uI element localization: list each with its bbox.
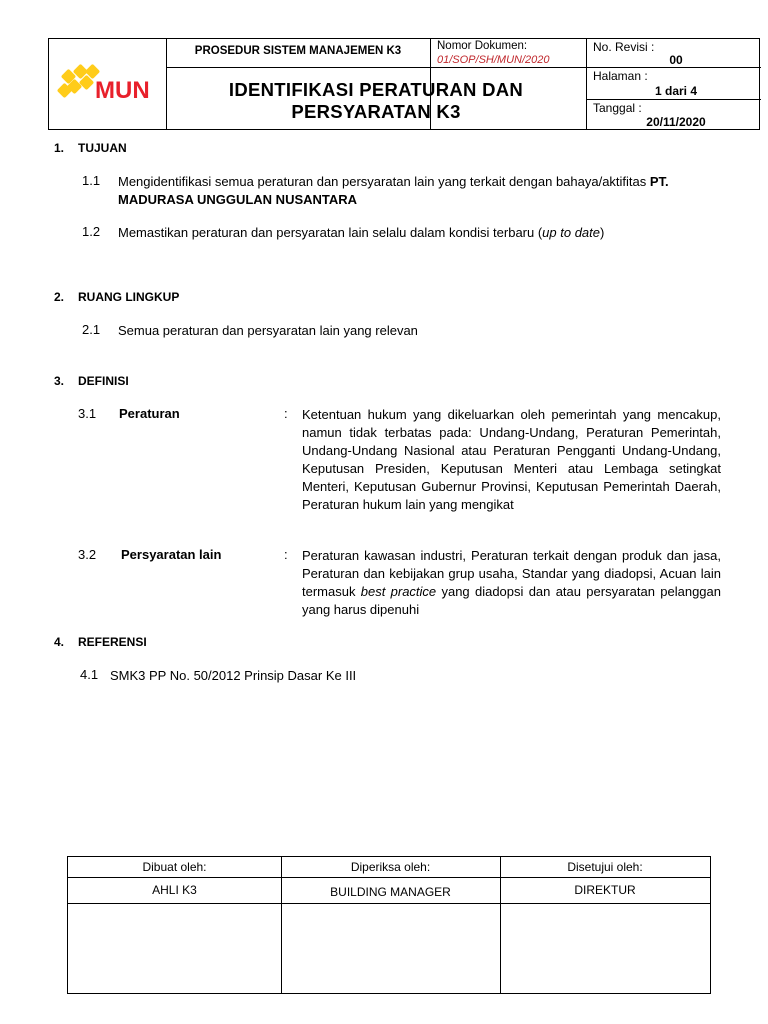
document-header [48, 38, 760, 130]
divider [68, 877, 710, 878]
date-label: Tanggal : [593, 101, 642, 115]
procedure-label: PROSEDUR SISTEM MANAJEMEN K3 [194, 45, 402, 57]
section-number: 1. [54, 141, 65, 155]
definition-text-a: Peraturan kawasan industri, Peraturan terkait dengan produk dan jasa, Peraturan dan kebijakan grup usaha, Standar yang diadopsi, Acuan lain termasuk [302, 548, 721, 599]
list-item: Semua peraturan dan persyaratan lain yang relevan [118, 323, 418, 338]
approval-header-checked-by: Diperiksa oleh: [350, 860, 431, 874]
approval-header-made-by: Dibuat oleh: [142, 860, 207, 874]
section-number: 2. [54, 290, 65, 304]
section-number: 4. [54, 635, 65, 649]
page-label: Halaman : [593, 69, 648, 83]
section-heading-referensi: REFERENSI [78, 635, 147, 649]
approval-role-ahli-k3: AHLI K3 [152, 883, 197, 897]
document-title [167, 79, 585, 123]
section-heading-tujuan: TUJUAN [78, 141, 127, 155]
logo-text: MUN [95, 77, 150, 104]
company-logo [57, 61, 161, 109]
item-text: Mengidentifikasi semua peraturan dan persyaratan lain yang terkait dengan bahaya/aktifitas [118, 174, 650, 189]
item-italic: up to date [542, 225, 600, 240]
doc-number-label: Nomor Dokumen: [437, 40, 528, 52]
signature-box-checked-by[interactable] [282, 904, 500, 993]
approval-role-direktur: DIREKTUR [574, 883, 636, 897]
definition-italic: best practice [360, 584, 437, 599]
signature-box-approved-by[interactable] [501, 904, 710, 993]
title-line-2: PERSYARATAN K3 [291, 101, 461, 122]
divider [586, 99, 761, 100]
divider [586, 39, 587, 129]
signature-box-made-by[interactable] [68, 904, 281, 993]
item-text-end: ) [600, 225, 605, 240]
item-number: 4.1 [80, 667, 99, 682]
definition-colon: : [284, 406, 288, 421]
section-heading-ruang-lingkup: RUANG LINGKUP [78, 290, 180, 304]
revision-value: 00 [669, 53, 683, 67]
list-item [118, 224, 738, 242]
date-value: 20/11/2020 [646, 115, 706, 129]
definition-term: Persyaratan lain [121, 547, 222, 562]
approval-table [67, 856, 711, 994]
revision-label: No. Revisi : [593, 40, 655, 54]
approval-header-approved-by: Disetujui oleh: [567, 860, 643, 874]
item-number: 1.2 [82, 224, 101, 239]
title-line-1: IDENTIFIKASI PERATURAN DAN [228, 79, 524, 100]
definition-text-b: yang diadopsi dan atau persyaratan pelanggan yang harus dipenuhi [302, 584, 721, 617]
page-value: 1 dari 4 [654, 84, 698, 98]
definition-text [302, 547, 721, 619]
section-heading-definisi: DEFINISI [78, 374, 129, 388]
divider [166, 67, 586, 68]
definition-colon: : [284, 547, 288, 562]
definition-term: Peraturan [119, 406, 180, 421]
divider [586, 67, 761, 68]
item-text: Memastikan peraturan dan persyaratan lain selalu dalam kondisi terbaru ( [118, 225, 543, 240]
list-item [118, 173, 738, 209]
list-item: SMK3 PP No. 50/2012 Prinsip Dasar Ke III [110, 668, 357, 683]
section-number: 3. [54, 374, 65, 388]
item-number: 3.1 [78, 406, 97, 421]
doc-number-value: 01/SOP/SH/MUN/2020 [437, 54, 550, 66]
company-name: PT. MADURASA UNGGULAN NUSANTARA [118, 174, 669, 207]
item-number: 3.2 [78, 547, 97, 562]
item-number: 1.1 [82, 173, 101, 188]
item-number: 2.1 [82, 322, 101, 337]
definition-text: Ketentuan hukum yang dikeluarkan oleh pemerintah yang mencakup, namun tidak terbatas pada: Undang-Undang, Peraturan Pemerintah, Undang-Undang Nasional atau Peraturan Pengganti Undang-Undang, Keputusan Presiden, Keputusan Menteri atau Lembaga setingkat Menteri, Keputusan Gubernur Provinsi, Keputusan Pemerintah Daerah, Peraturan hukum lain yang mengikat [302, 407, 721, 512]
approval-role-building-manager: BUILDING MANAGER [330, 885, 451, 899]
